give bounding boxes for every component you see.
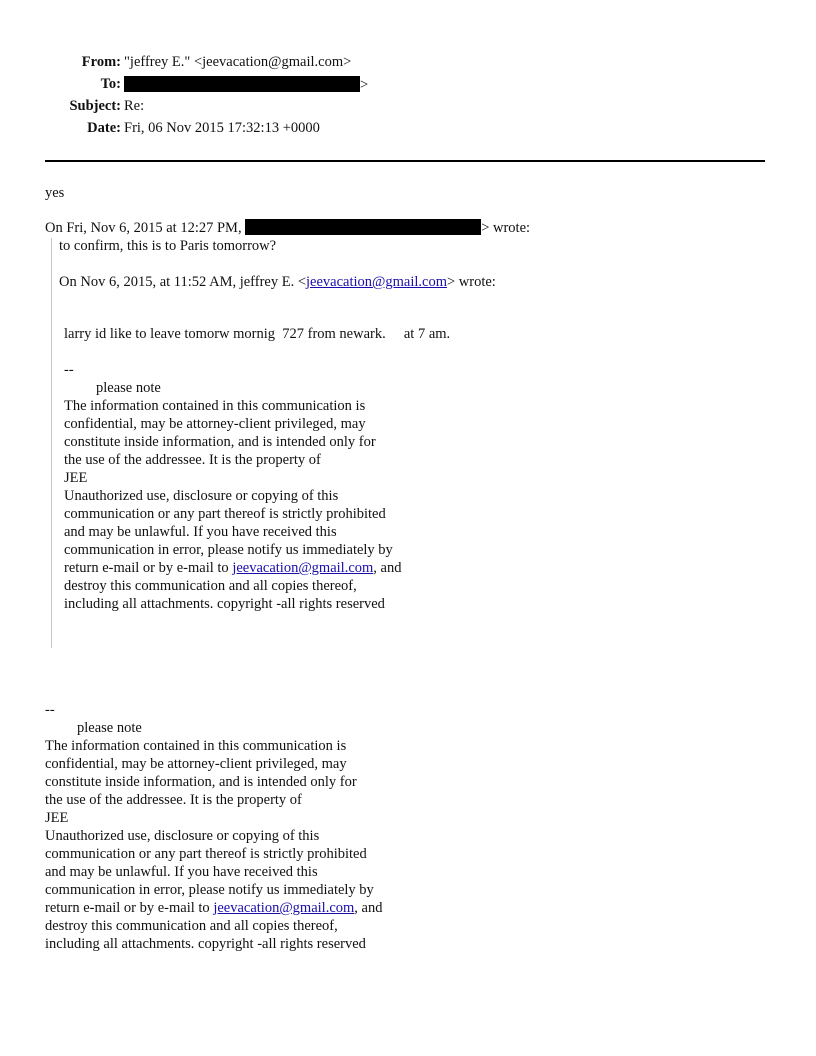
attribution-2 bbox=[59, 273, 496, 291]
inner-sig-line: JEE bbox=[64, 470, 88, 486]
outer-sig-line: confidential, may be attorney-client privileged, may bbox=[45, 756, 347, 772]
outer-sig-dashes: -- bbox=[45, 702, 55, 718]
inner-sig-dashes: -- bbox=[64, 362, 74, 378]
header-date bbox=[0, 120, 816, 140]
header-divider bbox=[45, 160, 765, 162]
outer-sig-line: constitute inside information, and is intended only for bbox=[45, 774, 357, 790]
outer-sig-line: and may be unlawful. If you have received this bbox=[45, 864, 318, 880]
to-value bbox=[124, 76, 368, 94]
quote-bar-outer bbox=[51, 238, 52, 648]
inner-sig-line: and may be unlawful. If you have received this bbox=[64, 524, 337, 540]
outer-sig-line: including all attachments. copyright -all rights reserved bbox=[45, 936, 366, 952]
outer-sig-line: communication in error, please notify us immediately by bbox=[45, 882, 374, 898]
inner-sig-line: the use of the addressee. It is the property of bbox=[64, 452, 321, 468]
quote-2-text: larry id like to leave tomorw mornig 727 from newark. at 7 am. bbox=[64, 326, 451, 342]
attribution-2-email-link[interactable]: jeevacation@gmail.com bbox=[306, 274, 447, 290]
inner-sig-line: constitute inside information, and is intended only for bbox=[64, 434, 376, 450]
redaction-bar bbox=[124, 76, 360, 92]
outer-sig-return-suffix: , and bbox=[354, 900, 383, 916]
outer-sig-line: The information contained in this communication is bbox=[45, 738, 347, 754]
quote-1-text: to confirm, this is to Paris tomorrow? bbox=[59, 238, 277, 254]
outer-sig-line: JEE bbox=[45, 810, 69, 826]
subject-label: Subject: bbox=[69, 98, 121, 114]
outer-sig-return-prefix: return e-mail or by e-mail to bbox=[45, 900, 214, 916]
to-label: To: bbox=[100, 76, 121, 92]
inner-sig-line: including all attachments. copyright -all rights reserved bbox=[64, 596, 385, 612]
redaction-bar bbox=[245, 219, 481, 235]
attribution-2-suffix: > wrote: bbox=[446, 274, 496, 290]
outer-sig-line: Unauthorized use, disclosure or copying of this bbox=[45, 828, 320, 844]
header-to bbox=[0, 76, 816, 96]
from-label: From: bbox=[81, 54, 121, 70]
header-from bbox=[0, 54, 816, 74]
to-suffix: > bbox=[360, 77, 369, 93]
inner-sig-email-link[interactable]: jeevacation@gmail.com bbox=[232, 560, 374, 576]
outer-sig-line: communication or any part thereof is strictly prohibited bbox=[45, 846, 367, 862]
inner-sig-line: confidential, may be attorney-client privileged, may bbox=[64, 416, 366, 432]
outer-sig-line: destroy this communication and all copies thereof, bbox=[45, 918, 338, 934]
inner-sig-please-note: please note bbox=[96, 380, 161, 396]
inner-sig-return-prefix: return e-mail or by e-mail to bbox=[64, 560, 233, 576]
outer-sig-email-link[interactable]: jeevacation@gmail.com bbox=[213, 900, 355, 916]
attribution-1-prefix: On Fri, Nov 6, 2015 at 12:27 PM, bbox=[45, 220, 242, 236]
date-label: Date: bbox=[87, 120, 121, 136]
attribution-1 bbox=[45, 219, 530, 237]
inner-sig-line: communication or any part thereof is strictly prohibited bbox=[64, 506, 386, 522]
outer-sig-line: the use of the addressee. It is the property of bbox=[45, 792, 302, 808]
attribution-2-prefix: On Nov 6, 2015, at 11:52 AM, jeffrey E. < bbox=[59, 274, 306, 290]
header-subject bbox=[0, 98, 816, 118]
inner-sig-return-suffix: , and bbox=[373, 560, 402, 576]
inner-sig-line: The information contained in this communication is bbox=[64, 398, 366, 414]
attribution-1-suffix: > wrote: bbox=[481, 220, 531, 236]
inner-sig-return-line bbox=[64, 559, 401, 577]
outer-sig-please-note: please note bbox=[77, 720, 142, 736]
inner-sig-line: communication in error, please notify us immediately by bbox=[64, 542, 393, 558]
subject-value: Re: bbox=[124, 98, 145, 114]
inner-sig-line: Unauthorized use, disclosure or copying of this bbox=[64, 488, 339, 504]
date-value: Fri, 06 Nov 2015 17:32:13 +0000 bbox=[124, 120, 320, 136]
reply-text: yes bbox=[45, 185, 65, 201]
inner-sig-line: destroy this communication and all copies thereof, bbox=[64, 578, 357, 594]
from-value: "jeffrey E." <jeevacation@gmail.com> bbox=[124, 54, 352, 70]
outer-sig-return-line bbox=[45, 899, 382, 917]
